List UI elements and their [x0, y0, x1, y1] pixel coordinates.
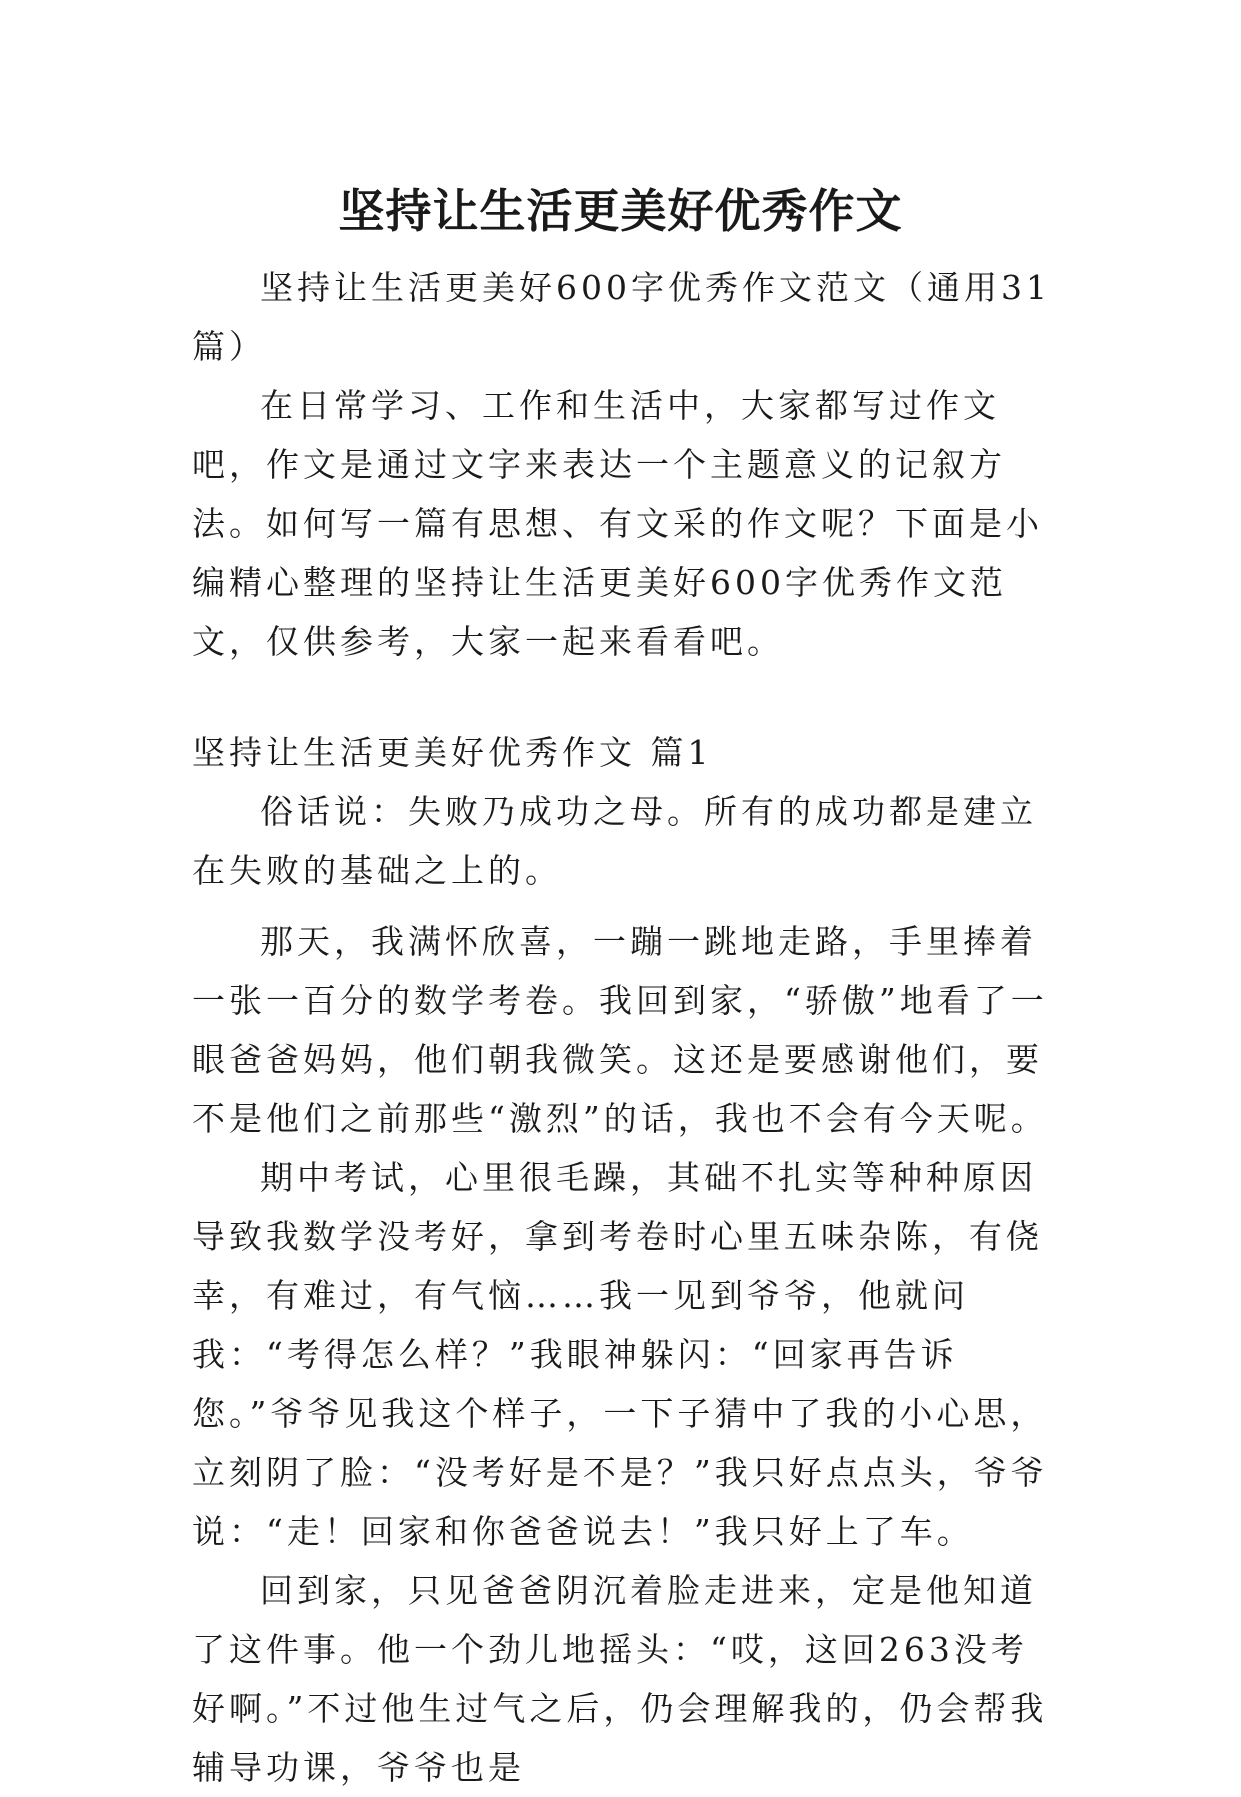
body-paragraph: 俗话说：失败乃成功之母。所有的成功都是建立在失败的基础之上的。: [192, 792, 1037, 890]
intro-paragraph: 在日常学习、工作和生活中，大家都写过作文吧，作文是通过文字来表达一个主题意义的记叙方法。如何写一篇有思想、有文采的作文呢？下面是小编精心整理的坚持让生活更美好600字优秀作文范文，仅供参考，大家一起来看看吧。: [192, 386, 1043, 661]
body-paragraph: 那天，我满怀欣喜，一蹦一跳地走路，手里捧着一张一百分的数学考卷。我回到家，“骄傲”地看了一眼爸爸妈妈，他们朝我微笑。这还是要感谢他们，要不是他们之前那些“激烈”的话，我也不会有今天呢。: [192, 922, 1048, 1138]
document-title: 坚持让生活更美好优秀作文: [338, 183, 903, 238]
document-body: [192, 258, 1060, 1797]
body-paragraph: 回到家，只见爸爸阴沉着脸走进来，定是他知道了这件事。他一个劲儿地摇头：“哎，这回263没考好啊。”不过他生过气之后，仍会理解我的，仍会帮我辅导功课，爷爷也是: [192, 1571, 1048, 1787]
document-subtitle: 坚持让生活更美好600字优秀作文范文（通用31篇）: [192, 268, 1051, 366]
section-heading: 坚持让生活更美好优秀作文 篇1: [192, 733, 713, 772]
body-paragraph: 期中考试，心里很毛躁，其础不扎实等种种原因导致我数学没考好，拿到考卷时心里五味杂陈，有侥幸，有难过，有气恼……我一见到爷爷，他就问我：“考得怎么样？”我眼神躲闪：“回家再告诉您。”爷爷见我这个样子，一下子猜中了我的小心思，立刻阴了脸：“没考好是不是？”我只好点点头，爷爷说：“走！回家和你爸爸说去！”我只好上了车。: [192, 1158, 1048, 1551]
